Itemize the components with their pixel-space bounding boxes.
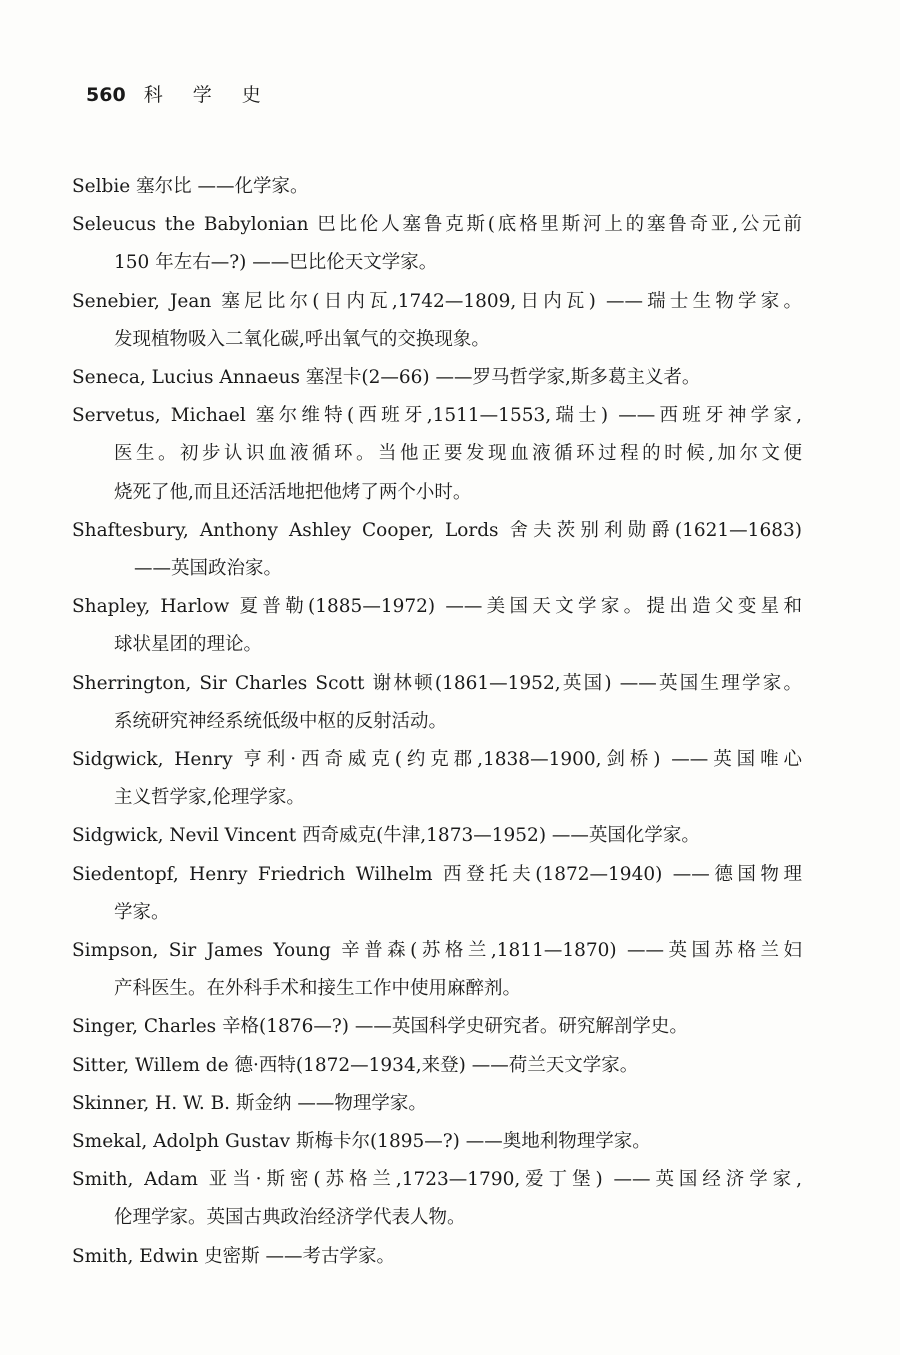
entry-headword-line: Simpson, Sir James Young 辛普森(苏格兰,1811—1870) ——英国苏格兰妇 <box>72 940 802 962</box>
glossary-entry <box>72 1008 802 1046</box>
glossary-entry <box>72 283 802 359</box>
glossary-entry <box>72 1161 802 1237</box>
glossary-entry <box>72 741 802 817</box>
entry-headword-line: Shapley, Harlow 夏普勒(1885—1972) ——美国天文学家。提出造父变星和 <box>72 596 802 618</box>
entry-continuation-line: 150 年左右—?) ——巴比伦天文学家。 <box>114 252 438 274</box>
glossary-entry <box>72 1047 802 1085</box>
entry-continuation-line: 主义哲学家,伦理学家。 <box>114 787 305 809</box>
entry-headword-line: Singer, Charles 辛格(1876—?) ——英国科学史研究者。研究解剖学史。 <box>72 1016 688 1038</box>
entry-continuation-line: 学家。 <box>114 901 170 923</box>
entry-continuation-line: 系统研究神经系统低级中枢的反射活动。 <box>114 710 448 732</box>
entry-continuation-line: 医生。初步认识血液循环。当他正要发现血液循环过程的时候,加尔文便 <box>114 443 802 465</box>
entry-continuation-line: 产科医生。在外科手术和接生工作中使用麻醉剂。 <box>114 978 522 1000</box>
glossary-entry <box>72 359 802 397</box>
glossary-entry <box>72 588 802 664</box>
glossary-entry <box>72 168 802 206</box>
entry-headword-line: Skinner, H. W. B. 斯金纳 ——物理学家。 <box>72 1092 427 1114</box>
glossary-entry <box>72 1238 802 1276</box>
entry-headword-line: Seleucus the Babylonian 巴比伦人塞鲁克斯(底格里斯河上的塞鲁奇亚,公元前 <box>72 214 802 236</box>
glossary-entry <box>72 1123 802 1161</box>
glossary-entry <box>72 512 802 588</box>
glossary-entry <box>72 1085 802 1123</box>
entry-headword-line: Sidgwick, Nevil Vincent 西奇威克(牛津,1873—1952) ——英国化学家。 <box>72 825 700 847</box>
glossary-entry <box>72 665 802 741</box>
glossary-entry <box>72 206 802 282</box>
entry-headword-line: Smith, Adam 亚当·斯密(苏格兰,1723—1790,爱丁堡) ——英国经济学家, <box>72 1169 802 1191</box>
glossary-entry <box>72 397 802 512</box>
entry-continuation-line: 发现植物吸入二氧化碳,呼出氧气的交换现象。 <box>114 328 490 350</box>
entry-headword-line: Smekal, Adolph Gustav 斯梅卡尔(1895—?) ——奥地利物理学家。 <box>72 1131 651 1153</box>
glossary-entry <box>72 932 802 1008</box>
entry-headword-line: Seneca, Lucius Annaeus 塞涅卡(2—66) ——罗马哲学家,斯多葛主义者。 <box>72 367 701 389</box>
glossary-entries <box>72 168 802 1276</box>
book-title: 科 学 史 <box>143 84 273 106</box>
entry-headword-line: Senebier, Jean 塞尼比尔(日内瓦,1742—1809,日内瓦) ——瑞士生物学家。 <box>72 290 802 312</box>
entry-continuation-line: 伦理学家。英国古典政治经济学代表人物。 <box>114 1207 466 1229</box>
entry-headword-line: Sherrington, Sir Charles Scott 谢林顿(1861—1952,英国) ——英国生理学家。 <box>72 672 802 694</box>
page-number: 560 <box>86 84 126 106</box>
entry-headword-line: Smith, Edwin 史密斯 ——考古学家。 <box>72 1245 396 1267</box>
entry-continuation-line: 烧死了他,而且还活活地把他烤了两个小时。 <box>114 481 472 503</box>
entry-continuation-line: ——英国政治家。 <box>134 558 283 580</box>
entry-headword-line: Sidgwick, Henry 亨利·西奇威克(约克郡,1838—1900,剑桥) ——英国唯心 <box>72 749 802 771</box>
glossary-entry <box>72 817 802 855</box>
page-header <box>86 80 273 107</box>
entry-continuation-line: 球状星团的理论。 <box>114 634 263 656</box>
entry-headword-line: Siedentopf, Henry Friedrich Wilhelm 西登托夫(1872—1940) ——德国物理 <box>72 863 802 885</box>
entry-headword-line: Shaftesbury, Anthony Ashley Cooper, Lords 舍夫茨别利勋爵(1621—1683) <box>72 519 802 541</box>
glossary-entry <box>72 856 802 932</box>
entry-headword-line: Sitter, Willem de 德·西特(1872—1934,来登) ——荷兰天文学家。 <box>72 1054 639 1076</box>
entry-headword-line: Servetus, Michael 塞尔维特(西班牙,1511—1553,瑞士) ——西班牙神学家, <box>72 405 802 427</box>
entry-headword-line: Selbie 塞尔比 ——化学家。 <box>72 176 309 197</box>
